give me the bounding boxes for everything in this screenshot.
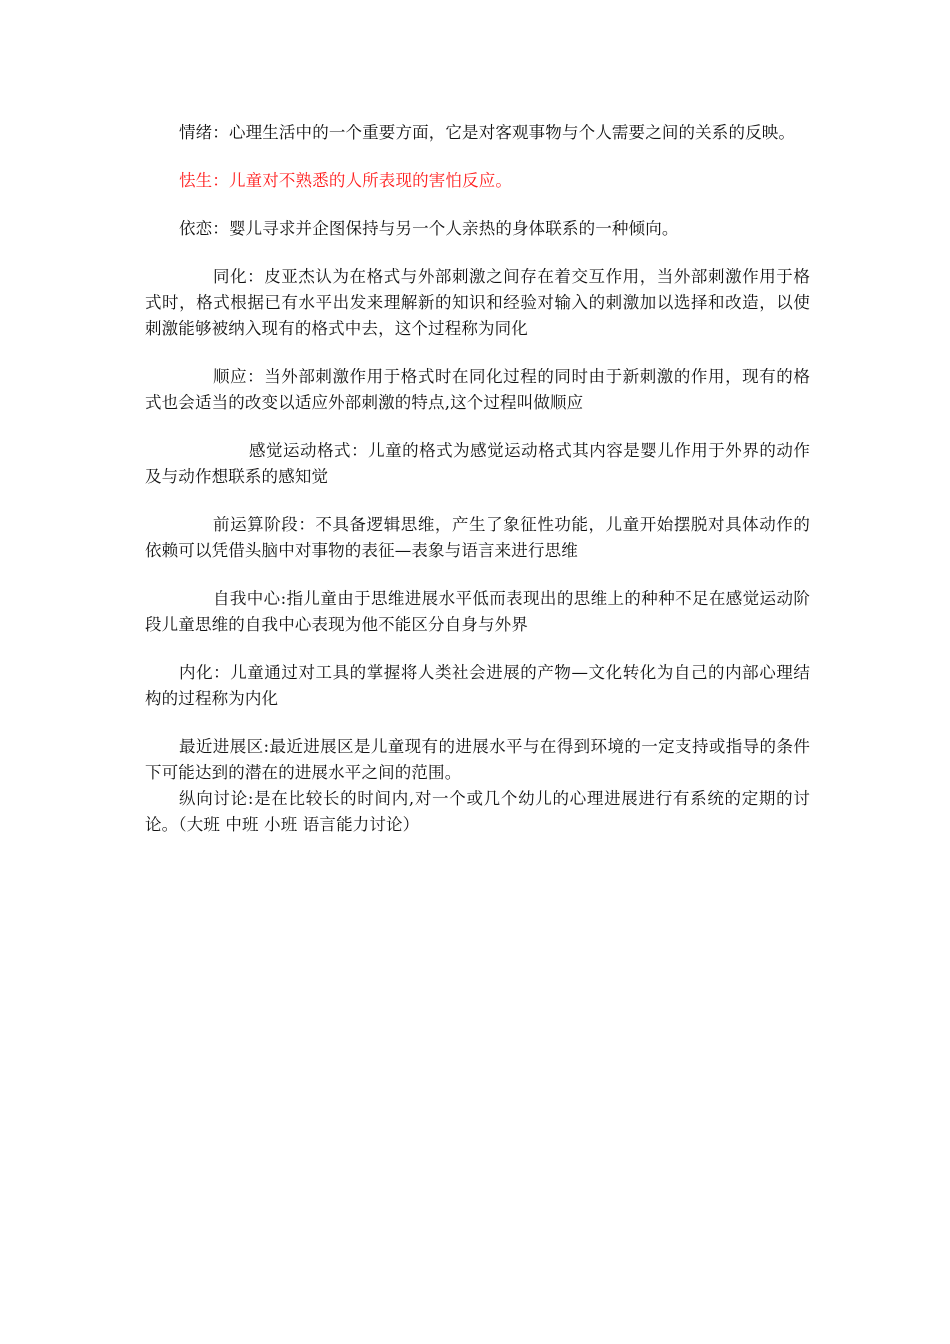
paragraph-stranger-anxiety: 怯生：儿童对不熟悉的人所表现的害怕反应。 — [179, 171, 512, 190]
paragraph-accommodation: 顺应：当外部刺激作用于格式时在同化过程的同时由于新刺激的作用，现有的格式也会适当的改变以适应外部刺激的特点,这个过程叫做顺应 — [145, 367, 810, 412]
paragraph-attachment: 依恋：婴儿寻求并企图保持与另一个人亲热的身体联系的一种倾向。 — [179, 219, 679, 238]
paragraph-egocentrism: 自我中心:指儿童由于思维进展水平低而表现出的思维上的种种不足在感觉运动阶段儿童思维的自我中心表现为他不能区分自身与外界 — [145, 589, 810, 634]
paragraph-emotion: 情绪：心理生活中的一个重要方面，它是对客观事物与个人需要之间的关系的反映。 — [179, 123, 796, 142]
paragraph-internalization: 内化：儿童通过对工具的掌握将人类社会进展的产物—文化转化为自己的内部心理结构的过程称为内化 — [145, 663, 810, 708]
document-body — [145, 120, 810, 838]
paragraph-assimilation: 同化：皮亚杰认为在格式与外部刺激之间存在着交互作用，当外部刺激作用于格式时，格式根据已有水平出发来理解新的知识和经验对输入的刺激加以选择和改造，以使刺激能够被纳入现有的格式中去，这个过程称为同化 — [145, 267, 810, 338]
paragraph-zone-of-proximal-development: 最近进展区:最近进展区是儿童现有的进展水平与在得到环境的一定支持或指导的条件下可能达到的潜在的进展水平之间的范围。 — [145, 737, 810, 782]
paragraph-sensorimotor-schema: 感觉运动格式：儿童的格式为感觉运动格式其内容是婴儿作用于外界的动作及与动作想联系的感知觉 — [145, 441, 810, 486]
paragraph-preoperational-stage: 前运算阶段：不具备逻辑思维，产生了象征性功能，儿童开始摆脱对具体动作的依赖可以凭借头脑中对事物的表征—表象与语言来进行思维 — [145, 515, 810, 560]
paragraph-longitudinal-study: 纵向讨论:是在比较长的时间内,对一个或几个幼儿的心理进展进行有系统的定期的讨论。（大班 中班 小班 语言能力讨论） — [145, 789, 810, 834]
